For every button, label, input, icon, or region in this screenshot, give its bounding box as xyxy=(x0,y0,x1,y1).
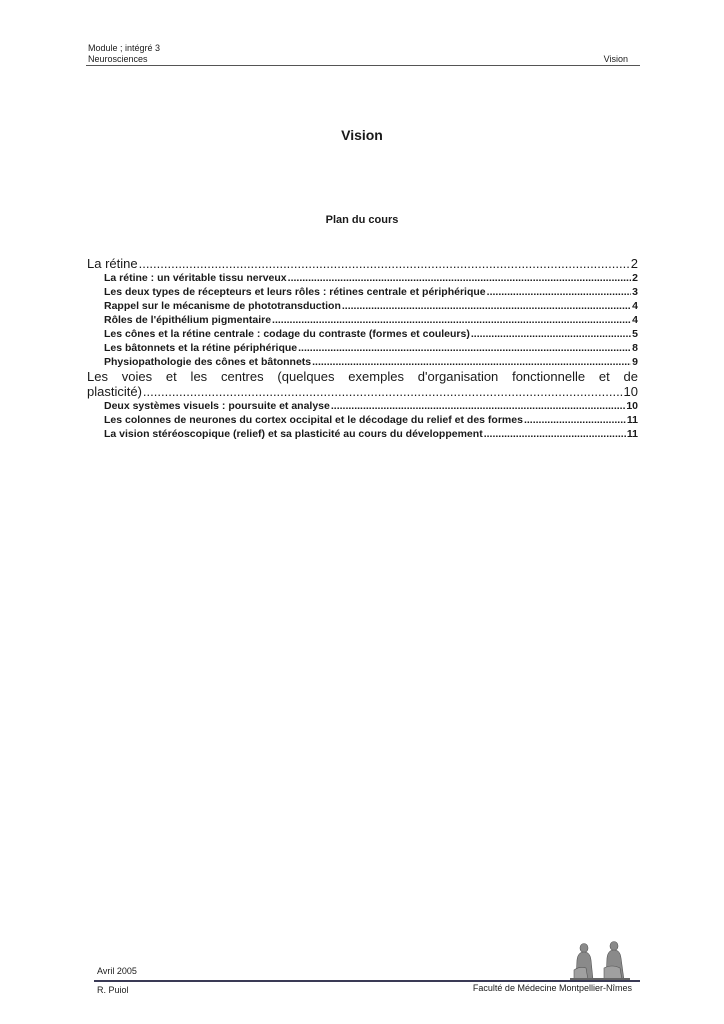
toc-entry-page: 2 xyxy=(632,272,638,284)
toc-entry[interactable] xyxy=(87,341,638,355)
toc-entry[interactable] xyxy=(87,299,638,313)
toc-entry[interactable] xyxy=(87,427,638,441)
toc-entry-label: Rappel sur le mécanisme de phototransduction xyxy=(104,300,341,312)
toc-entry[interactable] xyxy=(87,327,638,341)
toc-leader xyxy=(487,285,632,299)
toc-entry[interactable] xyxy=(87,271,638,285)
toc-leader xyxy=(288,271,632,285)
page-header xyxy=(88,43,160,65)
document-title: Vision xyxy=(341,127,383,143)
toc-leader xyxy=(298,341,631,355)
header-module: Module ; intégré 3 xyxy=(88,43,161,53)
toc-entry-page: 10 xyxy=(623,384,638,399)
toc-entry-label: Les deux types de récepteurs et leurs rôles : rétines centrale et périphérique xyxy=(104,286,486,298)
toc-entry-page: 9 xyxy=(632,356,638,368)
toc-entry-page: 3 xyxy=(632,286,638,298)
toc-leader xyxy=(139,256,630,271)
footer-date: Avril 2005 xyxy=(97,966,137,976)
toc-entry-page: 2 xyxy=(630,256,638,271)
toc-entry-voies-line1[interactable] xyxy=(87,369,638,384)
toc-entry-label: Les bâtonnets et la rétine périphérique xyxy=(104,342,298,354)
toc-entry[interactable] xyxy=(87,399,638,413)
toc-entry-page: 11 xyxy=(626,428,638,440)
toc-leader xyxy=(331,399,625,413)
toc-leader xyxy=(143,384,623,399)
toc-entry-label: Les colonnes de neurones du cortex occipital et le décodage du relief et des formes xyxy=(104,414,523,426)
toc-leader xyxy=(312,355,631,369)
toc-leader xyxy=(272,313,631,327)
plan-heading: Plan du cours xyxy=(325,214,399,226)
toc-entry[interactable] xyxy=(87,413,638,427)
header-divider xyxy=(86,65,640,66)
statues-logo-icon xyxy=(566,938,636,980)
toc-entry-label: La rétine : un véritable tissu nerveux xyxy=(104,272,287,284)
table-of-contents xyxy=(87,256,638,441)
toc-leader xyxy=(342,299,631,313)
toc-leader xyxy=(471,327,631,341)
footer-faculty: Faculté de Médecine Montpellier-Nîmes xyxy=(472,983,632,993)
toc-entry-label: plasticité) xyxy=(87,384,142,399)
toc-entry-page: 4 xyxy=(632,300,638,312)
toc-entry-label: La vision stéréoscopique (relief) et sa plasticité au cours du développement xyxy=(104,428,483,440)
toc-entry-label: Physiopathologie des cônes et bâtonnets xyxy=(104,356,312,368)
header-subject: Neurosciences xyxy=(88,54,148,64)
toc-entry-label: Les cônes et la rétine centrale : codage du contraste (formes et couleurs) xyxy=(104,328,470,340)
toc-entry-retine[interactable] xyxy=(87,256,638,271)
toc-leader xyxy=(524,413,626,427)
toc-entry[interactable] xyxy=(87,313,638,327)
toc-entry-label: La rétine xyxy=(87,256,138,271)
header-right-title: Vision xyxy=(603,54,628,64)
toc-entry-page: 10 xyxy=(626,400,638,412)
toc-entry-label: Rôles de l'épithélium pigmentaire xyxy=(104,314,272,326)
toc-entry[interactable] xyxy=(87,355,638,369)
toc-entry-label: Les voies et les centres (quelques exemples d'organisation fonctionnelle et de xyxy=(87,369,638,384)
footer-author: R. Puiol xyxy=(97,985,129,995)
toc-entry-voies-line2[interactable] xyxy=(87,384,638,399)
footer-divider xyxy=(94,980,640,982)
toc-leader xyxy=(484,427,626,441)
toc-entry-page: 5 xyxy=(632,328,638,340)
toc-entry-page: 11 xyxy=(626,414,638,426)
toc-entry[interactable] xyxy=(87,285,638,299)
toc-entry-page: 4 xyxy=(632,314,638,326)
toc-entry-page: 8 xyxy=(632,342,638,354)
toc-entry-label: Deux systèmes visuels : poursuite et analyse xyxy=(104,400,330,412)
